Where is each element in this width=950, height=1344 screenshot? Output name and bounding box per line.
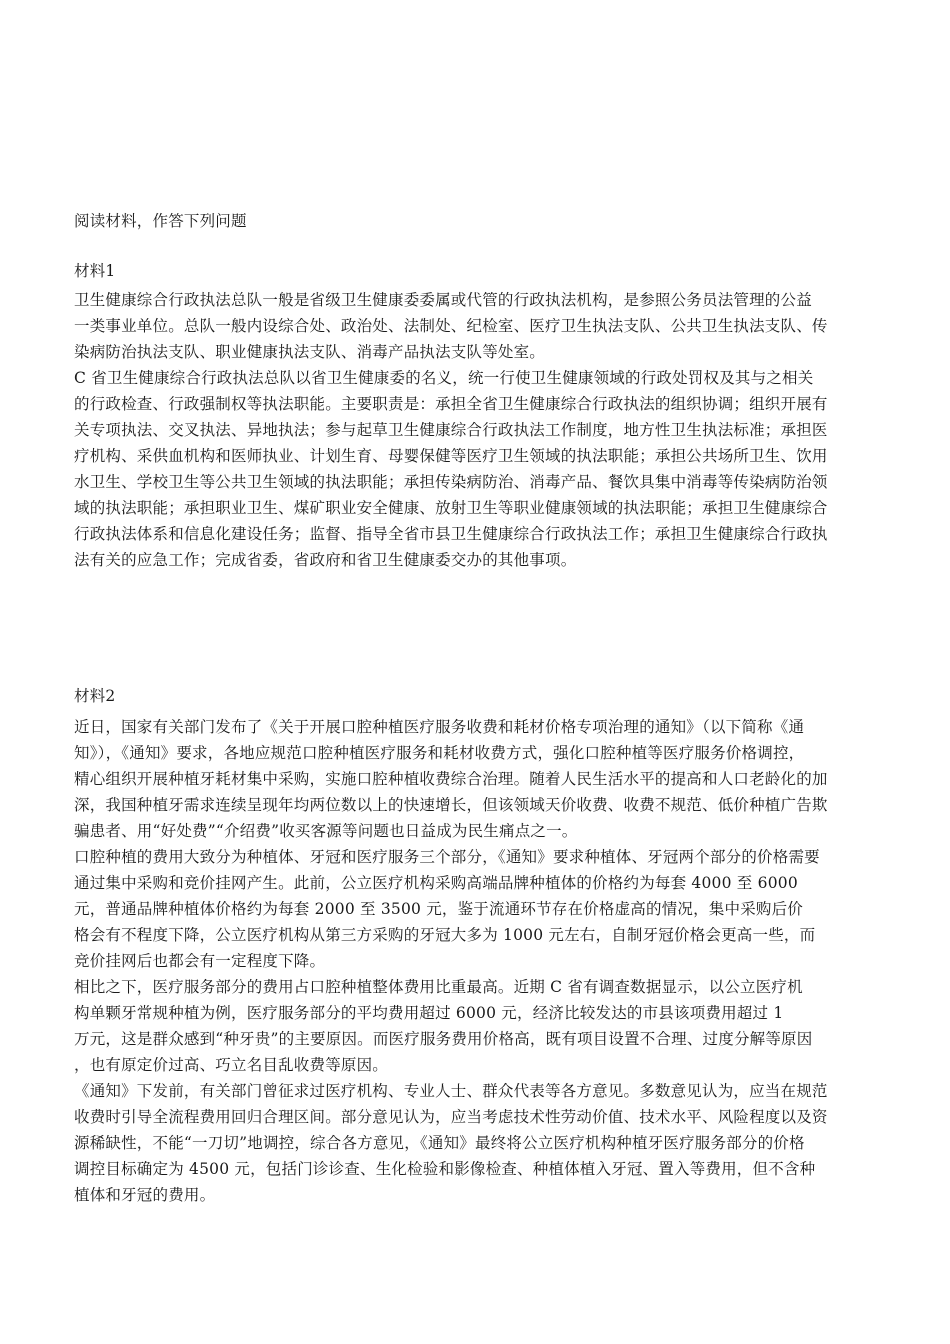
- material-1-line: 的行政检查、行政强制权等执法职能。主要职责是：承担全省卫生健康综合行政执法的组织协调；组织开展有: [74, 395, 828, 413]
- material-2-line: 收费时引导全流程费用回归合理区间。部分意见认为，应当考虑技术性劳动价值、技术水平、风险程度以及资: [74, 1108, 828, 1126]
- material-1-line: C 省卫生健康综合行政执法总队以省卫生健康委的名义，统一行使卫生健康领域的行政处罚权及其与之相关: [74, 369, 814, 387]
- material-1-line: 疗机构、采供血机构和医师执业、计划生育、母婴保健等医疗卫生领域的执法职能；承担公共场所卫生、饮用: [74, 447, 828, 465]
- material-2-line: 精心组织开展种植牙耗材集中采购，实施口腔种植收费综合治理。随着人民生活水平的提高和人口老龄化的加: [74, 770, 828, 788]
- material-2-line: 格会有不程度下降，公立医疗机构从第三方采购的牙冠大多为 1000 元左右，自制牙冠价格会更高一些，而: [74, 926, 816, 944]
- material-2-line: 植体和牙冠的费用。: [74, 1186, 216, 1204]
- material-2-line: 骗患者、用“好处费”“介绍费”收买客源等问题也日益成为民生痛点之一。: [74, 822, 578, 840]
- intro-heading: 阅读材料，作答下列问题: [74, 212, 247, 230]
- material-2-line: 源稀缺性，不能“一刀切”地调控，综合各方意见，《通知》最终将公立医疗机构种植牙医疗服务部分的价格: [74, 1134, 805, 1152]
- material-2-line: 近日，国家有关部门发布了《关于开展口腔种植医疗服务收费和耗材价格专项治理的通知》（以下简称《通: [74, 718, 805, 736]
- material-2-line: 知》），《通知》要求，各地应规范口腔种植医疗服务和耗材收费方式，强化口腔种植等医疗服务价格调控，: [74, 744, 805, 762]
- material-1-line: 水卫生、学校卫生等公共卫生领域的执法职能；承担传染病防治、消毒产品、餐饮具集中消毒等传染病防治领: [74, 473, 828, 491]
- material-2-line: 调控目标确定为 4500 元，包括门诊诊查、生化检验和影像检查、种植体植入牙冠、置入等费用，但不含种: [74, 1160, 816, 1178]
- material-1-line: 一类事业单位。总队一般内设综合处、政治处、法制处、纪检室、医疗卫生执法支队、公共卫生执法支队、传: [74, 317, 828, 335]
- material-2-line: 竞价挂网后也都会有一定程度下降。: [74, 952, 326, 970]
- material-1-line: 关专项执法、交叉执法、异地执法；参与起草卫生健康综合行政执法工作制度，地方性卫生执法标准；承担医: [74, 421, 828, 439]
- material-2-line: 深，我国种植牙需求连续呈现年均两位数以上的快速增长，但该领域天价收费、收费不规范、低价种植广告欺: [74, 796, 828, 814]
- material-1-line: 卫生健康综合行政执法总队一般是省级卫生健康委委属或代管的行政执法机构，是参照公务员法管理的公益: [74, 291, 812, 309]
- material-1-line: 染病防治执法支队、职业健康执法支队、消毒产品执法支队等处室。: [74, 343, 546, 361]
- material-2-line: 构单颗牙常规种植为例，医疗服务部分的平均费用超过 6000 元，经济比较发达的市县该项费用超过 1: [74, 1004, 784, 1022]
- material-1-line: 法有关的应急工作；完成省委，省政府和省卫生健康委交办的其他事项。: [74, 551, 577, 569]
- material-2-line: 通过集中采购和竞价挂网产生。此前，公立医疗机构采购高端品牌种植体的价格约为每套 4000 至 6000: [74, 874, 798, 892]
- material-2-line: 相比之下，医疗服务部分的费用占口腔种植整体费用比重最高。近期 C 省有调查数据显示，以公立医疗机: [74, 978, 803, 996]
- material-1-line: 域的执法职能；承担职业卫生、煤矿职业安全健康、放射卫生等职业健康领域的执法职能；承担卫生健康综合: [74, 499, 828, 517]
- material-2-line: ，也有原定价过高、巧立名目乱收费等原因。: [74, 1056, 389, 1074]
- material-2-line: 元，普通品牌种植体价格约为每套 2000 至 3500 元，鉴于流通环节存在价格虚高的情况，集中采购后价: [74, 900, 804, 918]
- material-2-line: 口腔种植的费用大致分为种植体、牙冠和医疗服务三个部分，《通知》要求种植体、牙冠两个部分的价格需要: [74, 848, 820, 866]
- material-1-title: 材料1: [74, 262, 116, 280]
- material-1-line: 行政执法体系和信息化建设任务；监督、指导全省市县卫生健康综合行政执法工作；承担卫生健康综合行政执: [74, 525, 828, 543]
- material-2-title: 材料2: [74, 687, 116, 705]
- material-2-line: 《通知》下发前，有关部门曾征求过医疗机构、专业人士、群众代表等各方意见。多数意见认为，应当在规范: [74, 1082, 828, 1100]
- material-2-line: 万元，这是群众感到“种牙贵”的主要原因。而医疗服务费用价格高，既有项目设置不合理、过度分解等原因: [74, 1030, 813, 1048]
